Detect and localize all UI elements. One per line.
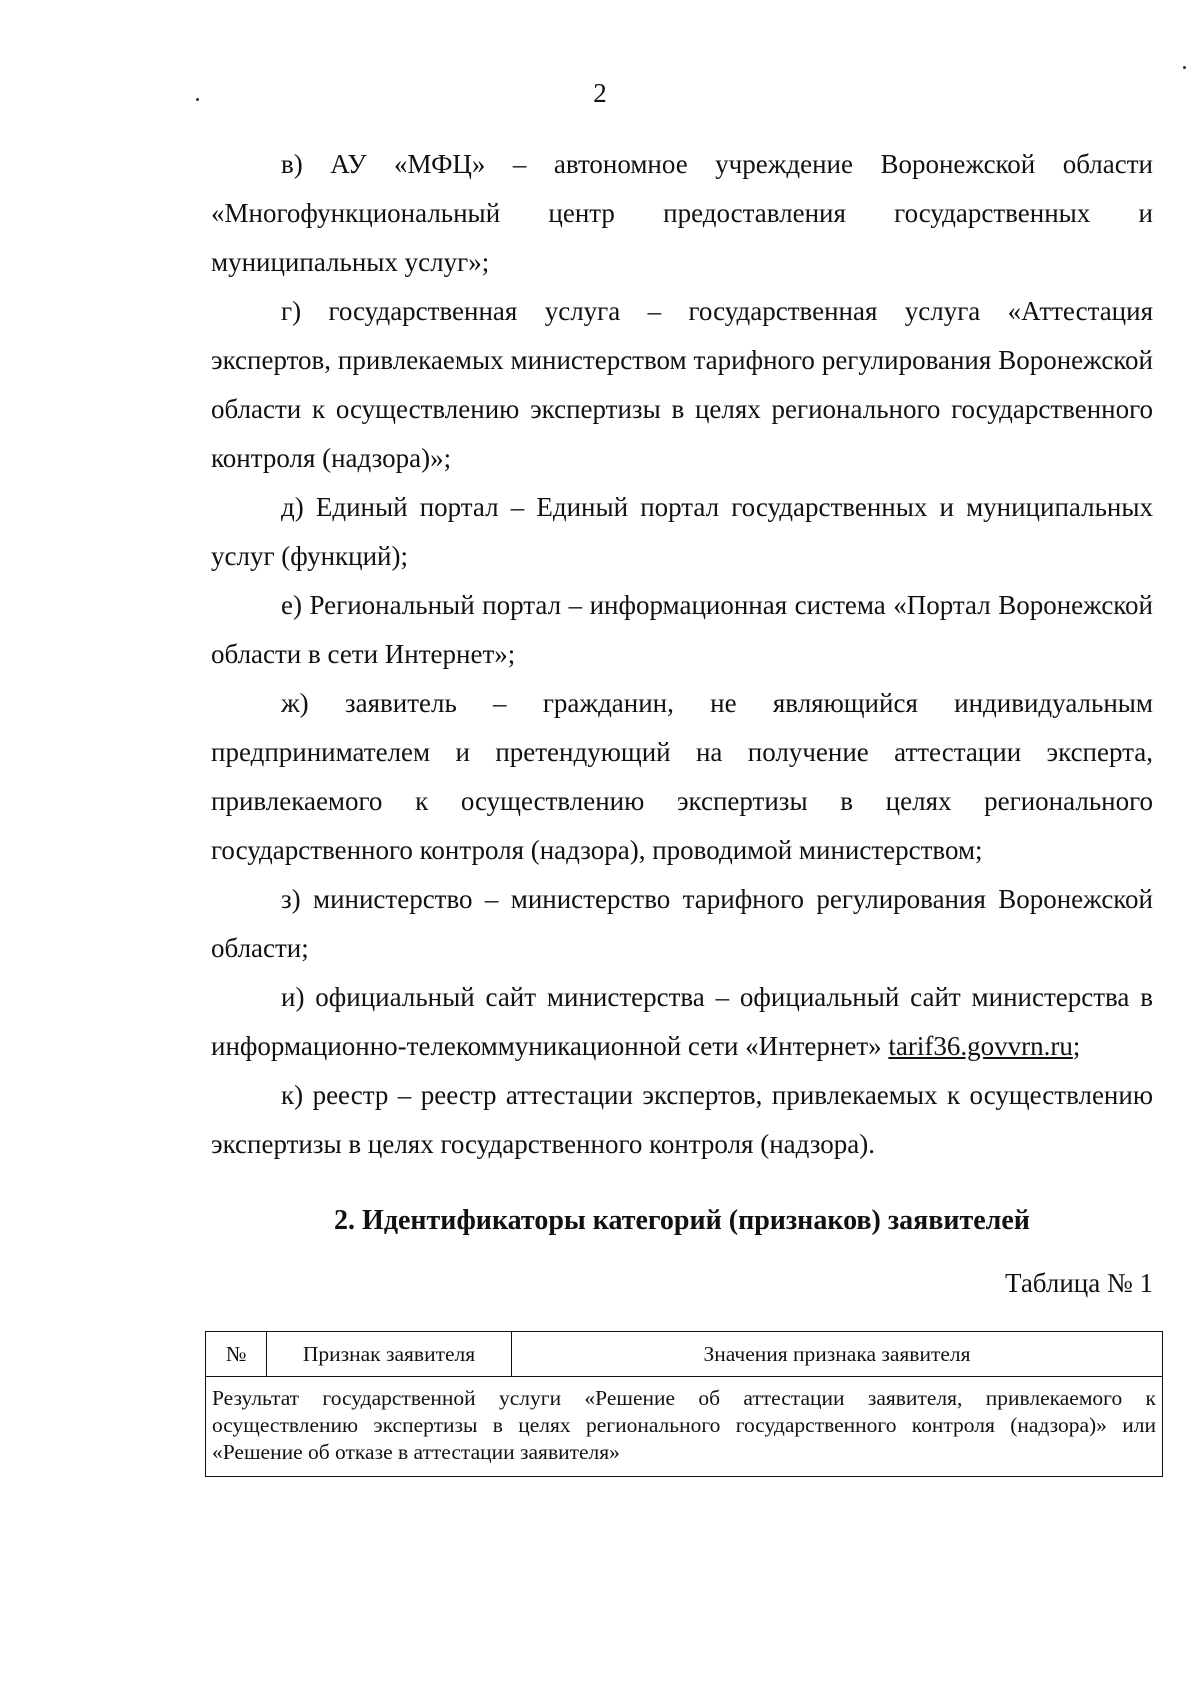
definition-e: е) Региональный портал – информационная система «Портал Воронежской области в сети Интернет»; [211,590,1153,669]
definition-i-text: и) официальный сайт министерства – официальный сайт министерства в информационно-телекоммуникационной сети «Интернет» [211,982,1153,1061]
definition-i [211,973,1153,1071]
definition-k: к) реестр – реестр аттестации экспертов, привлекаемых к осуществлению экспертизы в целях государственного контроля (надзора). [211,1080,1153,1159]
definition-d: д) Единый портал – Единый портал государственных и муниципальных услуг (функций); [211,492,1153,571]
official-site-link[interactable]: tarif36.govvrn.ru [888,1031,1073,1061]
header-attribute-values: Значения признака заявителя [512,1332,1163,1377]
section-heading: 2. Идентификаторы категорий (признаков) заявителей [334,1205,1030,1236]
definition-g: г) государственная услуга – государственная услуга «Аттестация экспертов, привлекаемых министерством тарифного регулирования Воронежской области к осуществлению экспертизы в целях регионального государственного контроля (надзора)»; [211,296,1153,473]
table-label: Таблица № 1 [1005,1268,1153,1298]
scan-speck [196,98,199,101]
definition-z: з) министерство – министерство тарифного регулирования Воронежской области; [211,884,1153,963]
table-header-row [206,1332,1163,1377]
definition-v: в) АУ «МФЦ» – автономное учреждение Воронежской области «Многофункциональный центр предоставления государственных и муниципальных услуг»; [211,149,1153,277]
scan-speck [1183,66,1186,69]
service-result-cell: Результат государственной услуги «Решение об аттестации заявителя, привлекаемого к осуществлению экспертизы в целях регионального государственного контроля (надзора)» или «Решение об отказе в аттестации заявителя» [206,1377,1163,1477]
definition-i-end: ; [1072,1031,1081,1061]
document-body [211,140,1153,1303]
header-number: № [206,1332,267,1377]
table-row [206,1377,1163,1477]
applicant-attributes-table [205,1331,1163,1477]
definition-zh: ж) заявитель – гражданин, не являющийся индивидуальным предпринимателем и претендующий на получение аттестации эксперта, привлекаемого к осуществлению экспертизы в целях регионального государственного контроля (надзора), проводимой министерством; [211,688,1153,865]
page-number: 2 [593,78,607,108]
header-attribute: Признак заявителя [267,1332,512,1377]
